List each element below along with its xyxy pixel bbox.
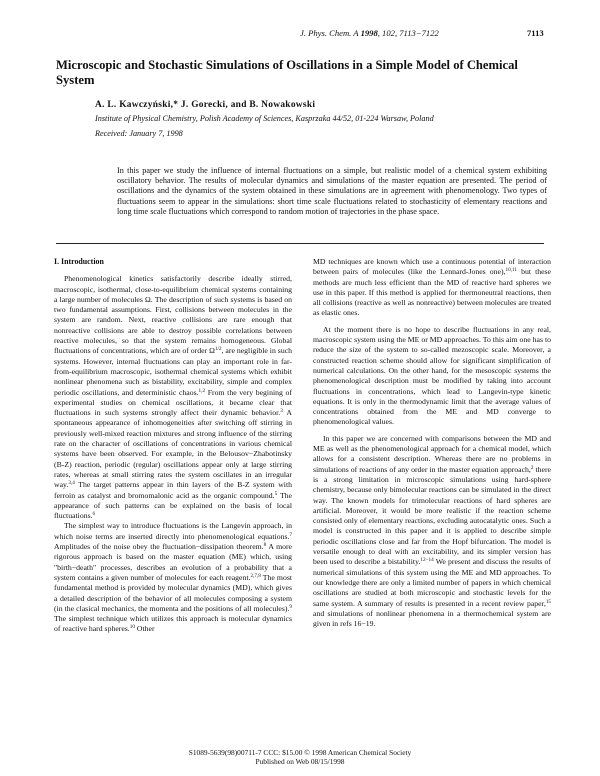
- received-date: Received: January 7, 1998: [95, 129, 183, 138]
- citation: 5: [274, 490, 278, 497]
- citation: 10,11: [505, 267, 517, 274]
- footer: [0, 748, 600, 767]
- citation: 2,7,8: [250, 572, 261, 579]
- citation: 1,2: [198, 387, 206, 394]
- citation: 7: [289, 531, 292, 538]
- citation: 15: [545, 598, 551, 605]
- superscript: 1/2: [214, 346, 222, 353]
- journal-volume: 102,: [382, 28, 398, 38]
- paragraph: The simplest way to introduce fluctuations is the Langevin approach, in which noise terms are inserted directly into phenomenological equations.$^7$ Amplitudes of the noise obey the fluctuation−dissipation theorem.$^8$ A more rigorous approach is based on the master equation (ME) which, using "birth−death" processes, describes an evolution of a probability that a system contains a given number of molecules for each reagent.$^{2,7,8}$ The most fundamental method is provided by molecular dynamics (MD), which gives a detailed description of the behavior of all molecules composing a system (in the clasical mechanics, the momenta and the positions of all molecules).$^9$ The simplest technique which utilizes this approach is molecular dynamics of reactive hard spheres.$^{10}$ Other: [54, 521, 293, 634]
- paragraph: In this paper we are concerned with comparisons between the MD and ME as well as the phenomenological approach for a chemical model, which allows for a consistent description. Whereas there are no problems in simulations of reactions of any order in the master equation approach,$^2$ there is a strong limitation in microscopic simulations using hard-sphere chemistry, because only bimolecular reactions can be simulated in the direct way. The known models for trimolecular reactions of hard spheres are artificial. Moreover, it would be more realistic if the reaction scheme consisted only of elementary reactions, excluding autocatalytic ones. Such a model is constructed in this paper and it is applied to describe simple periodic oscillations close and far from the Hopf bifurcation. The model is versatile enough to deal with an excitability, and its simpler version has been used to describe a bistability.$^{12-14}$ We present and discuss the results of numerical simulations of this system using the ME and MD approaches. To our knowledge there are only a limited number of papers in which chemical oscillations are studied at both microscopic and stochastic levels for the same system. A summary of results is presented in a recent review paper,$^{15}$ and simulations of nonlinear phenomena in a thermochemical system are given in refs 16−19.: [313, 433, 551, 629]
- page-number: 7113: [527, 28, 544, 38]
- citation: 9: [289, 603, 292, 610]
- running-head: J. Phys. Chem. A 1998, 102, 7113−7122: [300, 28, 439, 38]
- paragraph: At the moment there is no hope to describe fluctuations in any real, macroscopic system using the ME or MD approaches. To this aim one has to reduce the size of the system to so-called mezoscopic scale. Moreover, a constructed reaction scheme should allow for significant simplification of numerical calculations. On the other hand, for the mesoscopic systems the phenomenological description must be modified by taking into account fluctuations in concentrations, which lead to Langevin-type kinetic equations. It is only in the thermodynamic limit that the average values of concentrations obtained from the ME and MD converge to phenomenological values.: [313, 324, 551, 427]
- publication-date: Published on Web 08/15/1998: [255, 757, 345, 767]
- paragraph: MD techniques are known which use a continuous potential of interaction between pairs of molecules (like the Lennard-Jones one),$^{10,11}$ but these methods are much less efficient than the MD of reactive hard spheres we use in this paper. If this method is applied for thermoneutral reactions, then all collisions (reactive as well as nonreactive) between molecules are treated as elastic ones.: [313, 257, 552, 318]
- journal-pages: 7113−7122: [399, 28, 439, 38]
- citation: 10: [129, 624, 135, 631]
- author-list: A. L. Kawczyński,* J. Gorecki, and B. Nowakowski: [95, 100, 316, 110]
- abstract: In this paper we study the influence of internal fluctuations on a simple, but realistic model of a chemical system exhibiting oscillatory behavior. The results of molecular dynamics and simulations of the master equation are presented. The period of oscillations and the dynamics of the system obtained in these simulations are in agreement with phenomenology. Two types of fluctuations seem to appear in the simulations: short time scale fluctuations related to stochasticity of elementary reactions and long time scale fluctuations which correspond to random motion of trajectories in the phase space.: [117, 166, 547, 216]
- citation: 2: [530, 464, 534, 471]
- citation: 8: [263, 542, 267, 549]
- citation: 6: [92, 511, 96, 518]
- citation: 3: [280, 408, 283, 415]
- citation: 12−14: [420, 557, 434, 564]
- paragraph: Phenomenological kinetics satisfactorily describe ideally stirred, macroscopic, isothermal, close-to-equilibrium chemical systems containing a large number of molecules Ω. The description of such systems is based on two fundamental assumptions. First, collisions between molecules in the system are random. Next, reactive collisions are rare enough that nonreactive collisions are able to destroy possible correlations between reactive molecules, so that the system remains homogeneous. Global fluctuations of concentrations, which are of order $\Omega^{1/2}$, are negligible in such systems. However, internal fluctuations can play an important role in far-from-equilibrium macroscopic, isothermal chemical systems which exhibit nonlinear phenomena such as bistability, excitability, simple and complex periodic oscillations, and deterministic chaos.$^{1,2}$ From the very begining of experimental studies on chemical oscillations, it became clear that fluctuations in such systems strongly affect their dynamic behavior.$^3$ A spontaneous appearance of inhomogeneities after switching off stirring in previously well-mixed reaction mixtures and strong influence of the stirring rate on the character of oscillations of concentrations in various chemical systems have been observed. For example, in the Belousov−Zhabotinsky (B-Z) reaction, periodic (regular) oscillations appear only at large stirring rates, whereas at small stirring rates the system oscillates in an irregular way.$^{3,4}$ The target patterns appear in thin layers of the B-Z system with ferroin as catalyst and bromomalonic acid as the organic compound.$^5$ The appearance of such patterns can be explained on the basis of local fluctuations.$^6$: [54, 274, 293, 521]
- journal-year: 1998: [360, 28, 378, 38]
- section-heading: I. Introduction: [54, 257, 104, 266]
- affiliation: Institute of Physical Chemistry, Polish Academy of Sciences, Kasprzaka 44/52, 01-224 Warsaw, Poland: [95, 114, 434, 123]
- right-column: [313, 257, 551, 629]
- journal-name: J. Phys. Chem. A: [300, 28, 359, 38]
- section-divider: [56, 243, 544, 244]
- left-column: [54, 257, 292, 635]
- citation: 3,4: [68, 480, 75, 487]
- copyright-line: S1089-5639(98)00711-7 CCC: $15.00 © 1998 American Chemical Society: [188, 748, 412, 757]
- article-title: Microscopic and Stochastic Simulations of Oscillations in a Simple Model of Chemical System: [56, 58, 518, 87]
